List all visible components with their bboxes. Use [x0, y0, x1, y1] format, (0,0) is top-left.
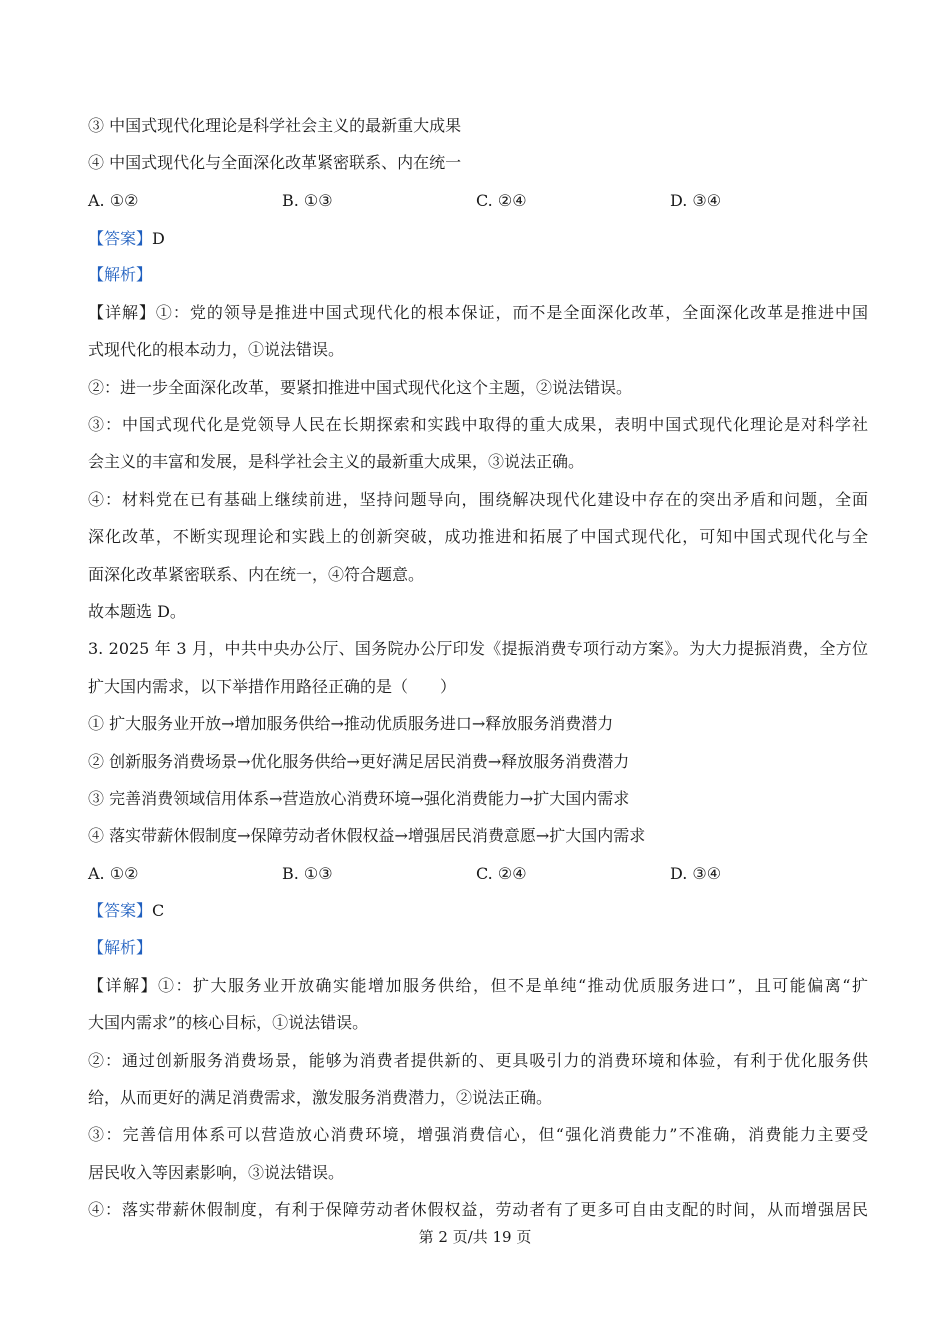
q2-detail-3-line-1: ③：中国式现代化是党领导人民在长期探索和实践中取得的重大成果，表明中国式现代化理论是对科学社 — [88, 415, 868, 434]
q3-detail-4-line-1: ④：落实带薪休假制度，有利于保障劳动者休假权益，劳动者有了更多可自由支配的时间，从而增强居民 — [88, 1200, 868, 1219]
q3-option-item-3: ③ 完善消费领域信用体系→营造放心消费环境→强化消费能力→扩大国内需求 — [88, 789, 630, 808]
page-footer: 第 2 页/共 19 页 — [418, 1228, 532, 1246]
q3-detail-1-line-1 — [88, 975, 868, 997]
q3-option-item-4: ④ 落实带薪休假制度→保障劳动者休假权益→增强居民消费意愿→扩大国内需求 — [88, 826, 646, 845]
q3-choices — [88, 863, 868, 885]
q3-choice-d: D. ③④ — [670, 864, 722, 883]
answer-value: C — [152, 901, 165, 920]
q3-option-item-2: ② 创新服务消费场景→优化服务供给→更好满足居民消费→释放服务消费潜力 — [88, 752, 630, 771]
q3-detail-2-line-1: ②：通过创新服务消费场景，能够为消费者提供新的、更具吸引力的消费环境和体验，有利于优化服务供 — [88, 1051, 868, 1070]
q3-detail-3-line-2: 居民收入等因素影响，③说法错误。 — [88, 1163, 345, 1182]
q3-stem-line-2: 扩大国内需求，以下举措作用路径正确的是（ ） — [88, 677, 457, 696]
q2-option-item-3: ③ 中国式现代化理论是科学社会主义的最新重大成果 — [88, 116, 462, 135]
q3-option-item-1: ① 扩大服务业开放→增加服务供给→推动优质服务进口→释放服务消费潜力 — [88, 714, 614, 733]
q3-choice-a: A. ①② — [88, 864, 139, 883]
q3-detail-3-line-1: ③：完善信用体系可以营造放心消费环境，增强消费信心，但“强化消费能力”不准确，消费能力主要受 — [88, 1125, 868, 1144]
q3-detail-1-line-2: 大国内需求”的核心目标，①说法错误。 — [88, 1013, 369, 1032]
q2-detail-2: ②：进一步全面深化改革，要紧扣推进中国式现代化这个主题，②说法错误。 — [88, 378, 633, 397]
analysis-tag: 【解析】 — [88, 938, 153, 957]
q3-detail-2-line-2: 给，从而更好的满足消费需求，激发服务消费潜力，②说法正确。 — [88, 1088, 553, 1107]
analysis-tag: 【解析】 — [88, 265, 153, 284]
q2-answer — [88, 228, 165, 250]
q2-choice-a: A. ①② — [88, 191, 139, 210]
q2-choices — [88, 190, 868, 212]
detail-tag: 【详解】 — [88, 976, 158, 995]
answer-tag: 【答案】 — [88, 901, 153, 920]
q2-detail-4-line-2: 深化改革，不断实现理论和实践上的创新突破，成功推进和拓展了中国式现代化，可知中国式现代化与全 — [88, 527, 868, 546]
q2-choice-d: D. ③④ — [670, 191, 722, 210]
q3-answer — [88, 900, 164, 922]
q2-choice-b: B. ①③ — [282, 191, 333, 210]
q3-stem-line-1: 3. 2025 年 3 月，中共中央办公厅、国务院办公厅印发《提振消费专项行动方案》。为大力提振消费，全方位 — [88, 639, 868, 658]
q2-option-item-4: ④ 中国式现代化与全面深化改革紧密联系、内在统一 — [88, 153, 462, 172]
q2-detail-4-line-3: 面深化改革紧密联系、内在统一，④符合题意。 — [88, 565, 425, 584]
q2-detail-1-line-2: 式现代化的根本动力，①说法错误。 — [88, 340, 345, 359]
answer-tag: 【答案】 — [88, 229, 153, 248]
q2-choice-c: C. ②④ — [476, 191, 527, 210]
q2-detail-4-line-1: ④：材料党在已有基础上继续前进，坚持问题导向，围绕解决现代化建设中存在的突出矛盾和问题，全面 — [88, 490, 868, 509]
q2-detail-1-line-1 — [88, 302, 868, 324]
detail-tag: 【详解】 — [88, 303, 156, 322]
q2-detail-3-line-2: 会主义的丰富和发展，是科学社会主义的最新重大成果，③说法正确。 — [88, 452, 585, 471]
q3-analysis-heading — [88, 937, 152, 959]
detail-text: ①：扩大服务业开放确实能增加服务供给，但不是单纯“推动优质服务进口”，且可能偏离“扩 — [158, 976, 868, 995]
q3-choice-c: C. ②④ — [476, 864, 527, 883]
answer-value: D — [152, 229, 165, 248]
q2-analysis-heading — [88, 264, 152, 286]
detail-text: ①：党的领导是推进中国式现代化的根本保证，而不是全面深化改革，全面深化改革是推进中国 — [155, 303, 868, 322]
q3-choice-b: B. ①③ — [282, 864, 333, 883]
q2-conclusion: 故本题选 D。 — [88, 602, 186, 621]
